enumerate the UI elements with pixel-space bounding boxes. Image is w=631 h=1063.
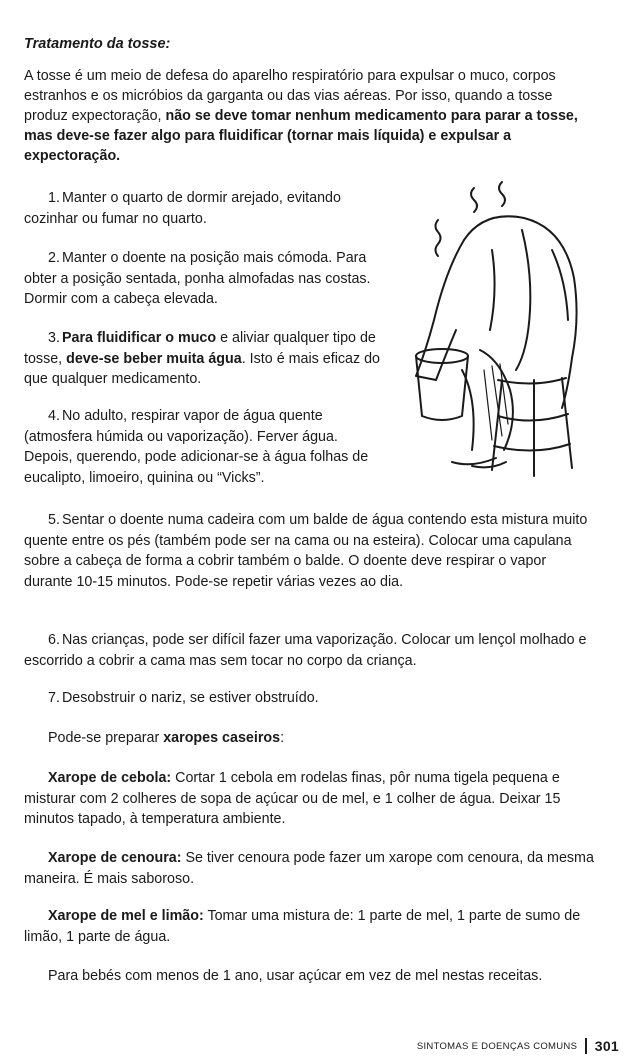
item-number: 7.	[48, 690, 60, 706]
item-text: Manter o doente na posição mais cómoda. Para obter a posição sentada, ponha almofadas nas costas. Dormir com a cabeça elevada.	[24, 250, 371, 307]
item-bold-text: deve-se beber muita água	[66, 350, 242, 367]
item-text: Nas crianças, pode ser difícil fazer uma vaporização. Colocar um lençol molhado e escorrido a cobrir a cama mas sem tocar no corpo da criança.	[24, 632, 587, 669]
item-number: 1.	[48, 190, 60, 206]
syrup-honey-lemon	[24, 906, 594, 947]
syrup-text: Tomar uma mistura de: 1 parte de mel, 1 parte de sumo de limão, 1 parte de água.	[24, 908, 581, 945]
syrup-name: Xarope de cebola:	[48, 770, 172, 786]
footer-section: SINTOMAS E DOENÇAS COMUNS	[416, 1040, 578, 1052]
item-text: . Isto é mais eficaz do que qualquer medicamento.	[24, 350, 380, 387]
list-item-4	[24, 406, 389, 488]
syrup-onion	[24, 768, 594, 830]
page-number: 301	[594, 1038, 619, 1054]
item-text: e aliviar qualquer tipo de tosse,	[24, 330, 376, 367]
item-number: 6.	[48, 632, 60, 648]
intro-bold-text: não se deve tomar nenhum medicamento para parar a tosse, mas deve-se fazer algo para fluidificar (tornar mais líquida) e expulsar a expectoração.	[24, 108, 578, 164]
syrups-intro-bold: xaropes caseiros	[163, 730, 281, 746]
list-item-6	[24, 630, 594, 671]
intro-paragraph	[24, 66, 592, 166]
list-item-5	[24, 510, 594, 592]
item-text: No adulto, respirar vapor de água quente (atmosfera húmida ou vaporização). Ferver água. Depois, querendo, pode adicionar-se à água folhas de eucalipto, limoeiro, quinina ou “Vicks”.	[24, 408, 369, 486]
intro-text: A tosse é um meio de defesa do aparelho respiratório para expulsar o muco, corpos estranhos e os micróbios da garganta ou das vias aéreas. Por isso, quando a tosse produz expectoração,	[24, 68, 556, 124]
item-text: Desobstruir o nariz, se estiver obstruído.	[61, 690, 319, 706]
list-item-1	[24, 188, 389, 229]
item-number: 4.	[48, 408, 60, 424]
section-title: Tratamento da tosse:	[24, 36, 171, 52]
syrup-text: Se tiver cenoura pode fazer um xarope com cenoura, da mesma maneira. É mais saboroso.	[24, 850, 594, 887]
syrups-intro: Pode-se preparar xaropes caseiros:	[48, 730, 285, 746]
syrup-name: Xarope de mel e limão:	[48, 908, 204, 924]
list-item-3	[24, 328, 389, 390]
syrup-name: Xarope de cenoura:	[48, 850, 182, 866]
footer-divider	[585, 1038, 587, 1054]
syrup-carrot	[24, 848, 594, 889]
item-bold-text: Para fluidificar o muco	[61, 330, 217, 346]
syrup-text: Cortar 1 cebola em rodelas finas, pôr numa tigela pequena e misturar com 2 colheres de sopa de açúcar ou de mel, e 1 colher de água. Deixar 15 minutos tapado, à temperatura ambiente.	[24, 770, 561, 827]
item-text: Sentar o doente numa cadeira com um balde de água contendo esta mistura muito quente entre os pés (também pode ser na cama ou na esteira). Colocar uma capulana sobre a cabeça de forma a cobrir também o balde. O doente deve respirar o vapor durante 10-15 minutos. Pode-se repetir várias vezes ao dia.	[24, 512, 588, 590]
list-item-2	[24, 248, 389, 310]
babies-note: Para bebés com menos de 1 ano, usar açúcar em vez de mel nestas receitas.	[48, 968, 543, 984]
steam-inhalation-illustration	[402, 180, 592, 480]
item-text: Manter o quarto de dormir arejado, evitando cozinhar ou fumar no quarto.	[24, 190, 341, 227]
list-item-7	[24, 688, 594, 709]
item-number: 2.	[48, 250, 60, 266]
item-number: 5.	[48, 512, 60, 528]
page-footer	[417, 1038, 619, 1054]
item-number: 3.	[48, 330, 60, 346]
